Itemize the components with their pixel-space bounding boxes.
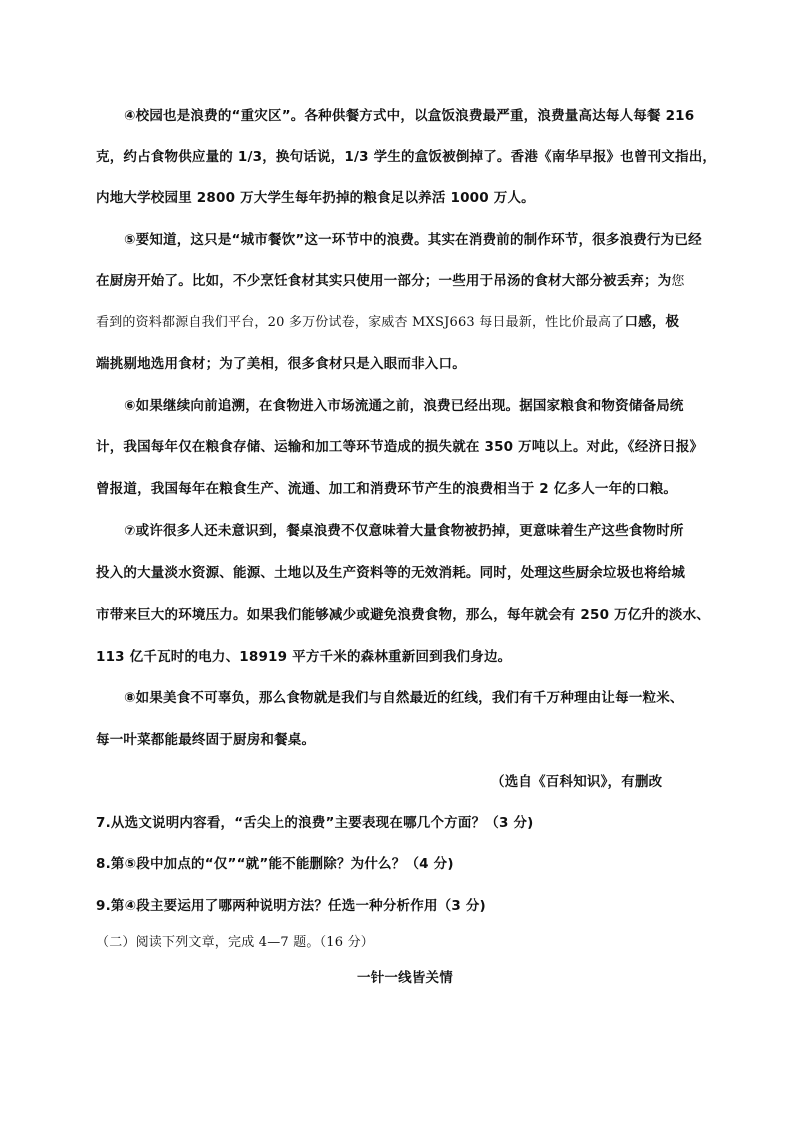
source-attribution: （选自《百科知识》，有删改 [491, 774, 663, 790]
section-2-article-title: 一针一线皆关情 [357, 970, 453, 986]
para-7-line-1: ⑦或许很多人还未意识到，餐桌浪费不仅意味着大量食物被扔掉，更意味着生产这些食物时所 [124, 523, 684, 539]
para-7-line-4: 113 亿千瓦时的电力、18919 平方千米的森林重新回到我们身边。 [96, 649, 512, 665]
para-4-line-1: ④校园也是浪费的“重灾区”。各种供餐方式中，以盒饭浪费最严重，浪费量高达每人每餐 216 [124, 108, 695, 124]
question-9: 9.第④段主要运用了哪两种说明方法？任选一种分析作用（3 分) [96, 898, 486, 914]
para-6-line-2: 计，我国每年仅在粮食存储、运输和加工等环节造成的损失就在 350 万吨以上。对此，《经济日报》 [96, 439, 704, 455]
para-5-line-1: ⑤要知道，这只是“城市餐饮”这一环节中的浪费。其实在消费前的制作环节，很多浪费行为已经 [124, 232, 702, 248]
para-5-line-2 [96, 272, 685, 291]
para-6-line-3: 曾报道，我国每年在粮食生产、流通、加工和消费环节产生的浪费相当于 2 亿多人一年的口粮。 [96, 481, 678, 497]
para-5-ad-text: 看到的资料都源自我们平台，20 多万份试卷，家威杏 MXSJ663 每日最新，性比价最高了 [96, 315, 625, 330]
para-8-line-2: 每一叶菜都能最终固于厨房和餐桌。 [96, 732, 316, 748]
para-4-line-2: 克，约占食物供应量的 1/3，换句话说，1/3 学生的盒饭被倒掉了。香港《南华早报》也曾刊文指出， [96, 149, 717, 165]
question-8: 8.第⑤段中加点的“仅”“就”能不能删除？为什么？（4 分) [96, 856, 454, 872]
para-5-line-4: 端挑剔地选用食材；为了美相，很多食材只是入眼而非入口。 [96, 356, 466, 372]
para-5-line-3-bold: 口感，极 [624, 314, 680, 330]
question-7: 7.从选文说明内容看，“舌尖上的浪费”主要表现在哪几个方面？（3 分) [96, 815, 534, 831]
para-5-line-2-tail: 您 [671, 274, 685, 289]
para-8-line-1: ⑧如果美食不可辜负，那么食物就是我们与自然最近的红线，我们有千万种理由让每一粒米、 [124, 690, 684, 706]
para-6-line-1: ⑥如果继续向前追溯，在食物进入市场流通之前，浪费已经出现。据国家粮食和物资储备局统 [124, 398, 684, 414]
para-7-line-3: 市带来巨大的环境压力。如果我们能够减少或避免浪费食物，那么，每年就会有 250 万亿升的淡水、 [96, 607, 710, 623]
para-4-line-3: 内地大学校园里 2800 万大学生每年扔掉的粮食足以养活 1000 万人。 [96, 190, 535, 206]
para-7-line-2: 投入的大量淡水资源、能源、土地以及生产资料等的无效消耗。同时，处理这些厨余垃圾也将给城 [96, 565, 686, 581]
para-5-line-2-bold: 在厨房开始了。比如，不少烹饪食材其实只使用一部分；一些用于吊汤的食材大部分被丢弃；为 [96, 273, 672, 289]
section-2-heading: （二）阅读下列文章，完成 4—7 题。（16 分） [96, 935, 374, 950]
para-5-line-3 [96, 313, 679, 332]
